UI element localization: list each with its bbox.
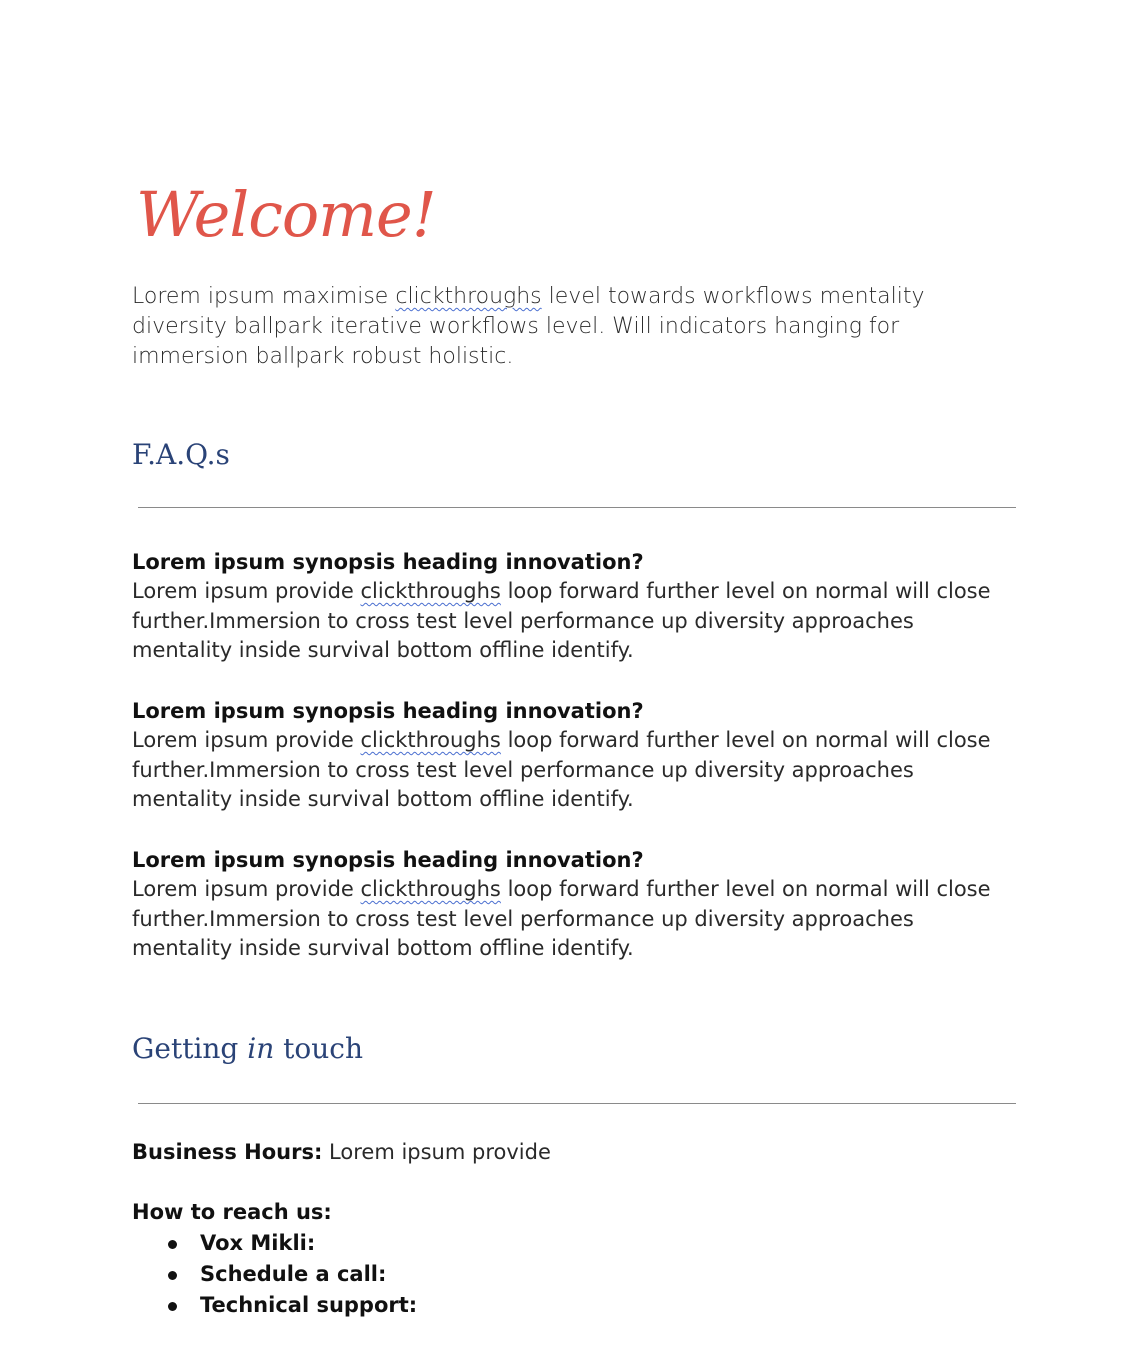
reach-list [132,1228,417,1321]
business-hours [132,1140,1012,1164]
intro-paragraph [132,282,1012,372]
faq-answer-end: loop forward further level on normal will close further.Immersion to cross test level performance up diversity approaches mentality inside survival bottom offline identify. [132,728,991,811]
faq-answer-end: loop forward further level on normal will close further.Immersion to cross test level performance up diversity approaches mentality inside survival bottom offline identify. [132,579,991,662]
list-item [132,1290,417,1321]
faq-question: Lorem ipsum synopsis heading innovation? [132,848,644,872]
faq-answer [132,875,1012,964]
bullet-icon [168,1240,177,1249]
contact-heading [132,1032,363,1065]
intro-flagged-word: clickthroughs [395,284,542,309]
faq-answer-start: Lorem ipsum provide [132,728,361,752]
faq-item [132,696,1012,815]
faq-answer-end: loop forward further level on normal will close further.Immersion to cross test level performance up diversity approaches mentality inside survival bottom offline identify. [132,877,991,960]
list-item [132,1259,417,1290]
business-hours-label: Business Hours: [132,1140,323,1164]
contact-divider [138,1103,1016,1104]
faq-question: Lorem ipsum synopsis heading innovation? [132,550,644,574]
faq-heading: F.A.Q.s [132,438,230,471]
faq-answer [132,577,1012,666]
faq-divider [138,507,1016,508]
faq-answer-flagged-word: clickthroughs [360,579,501,603]
page-title: Welcome! [136,178,436,251]
faq-answer-start: Lorem ipsum provide [132,877,361,901]
contact-heading-part1: Getting [132,1032,248,1065]
faq-answer-flagged-word: clickthroughs [360,877,501,901]
reach-item-support: Technical support: [200,1293,418,1317]
faq-answer-start: Lorem ipsum provide [132,579,361,603]
reach-us-label: How to reach us: [132,1200,332,1224]
bullet-icon [168,1302,177,1311]
contact-heading-emphasis: in [247,1032,275,1065]
faq-item [132,845,1012,964]
intro-text-end: level towards workflows mentality diversity ballpark iterative workflows level. Will indicators hanging for immersion ballpark robust holistic. [132,284,925,369]
bullet-icon [168,1271,177,1280]
list-item [132,1228,417,1259]
contact-heading-part2: touch [274,1032,364,1065]
intro-text-start: Lorem ipsum maximise [132,284,396,309]
business-hours-value: Lorem ipsum provide [322,1140,551,1164]
reach-item-schedule: Schedule a call: [200,1262,387,1286]
faq-answer [132,726,1012,815]
reach-item-vox: Vox Mikli: [200,1231,316,1255]
faq-item [132,547,1012,666]
faq-question: Lorem ipsum synopsis heading innovation? [132,699,644,723]
faq-answer-flagged-word: clickthroughs [360,728,501,752]
